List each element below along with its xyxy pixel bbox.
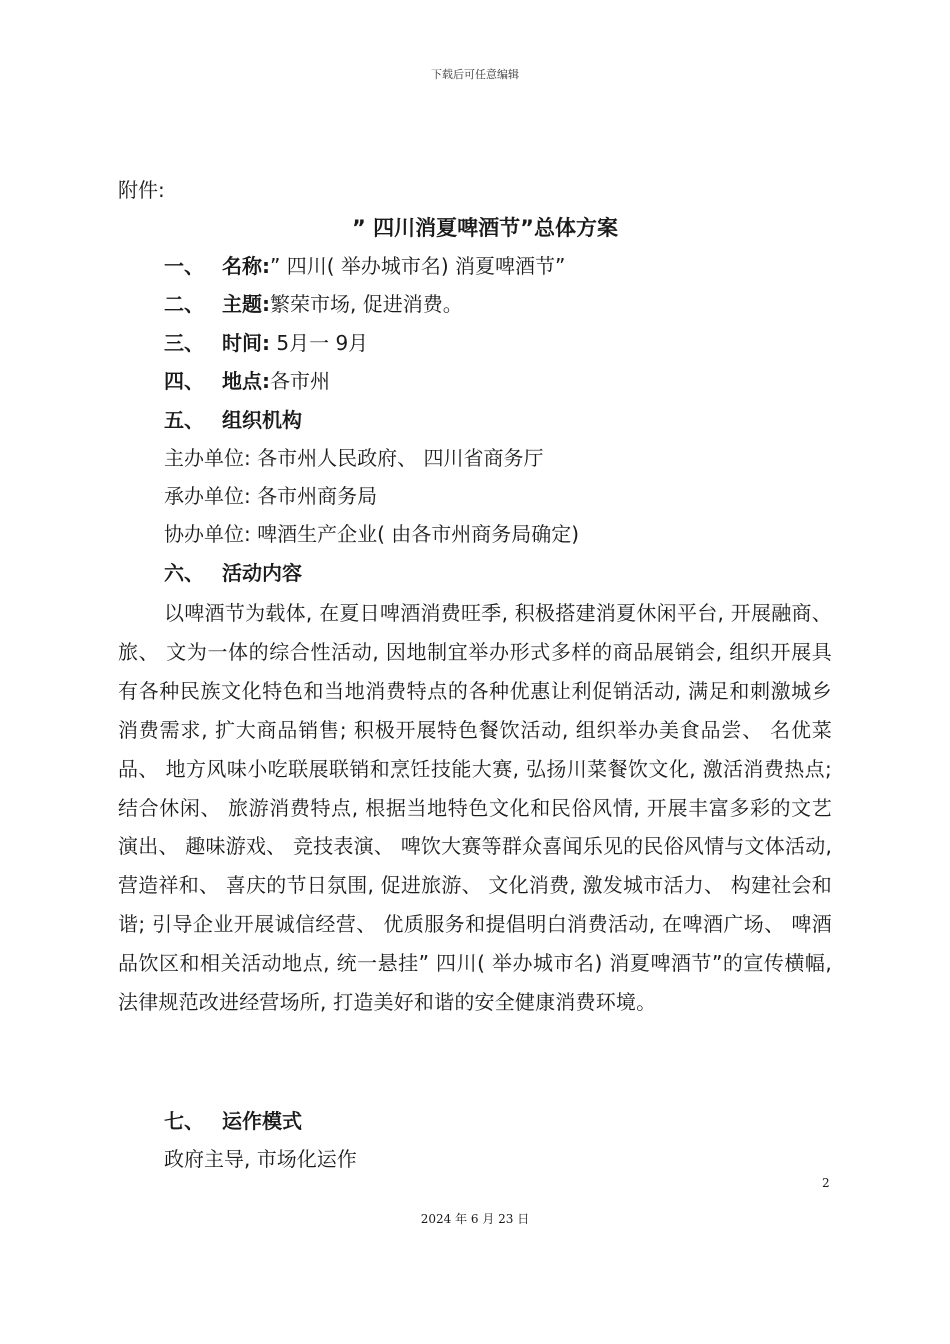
section-time xyxy=(164,329,368,357)
org-co-organizer: 协办单位: 啤酒生产企业( 由各市州商务局确定) xyxy=(164,522,580,546)
section-number: 三、 xyxy=(164,331,204,355)
org-organizer: 承办单位: 各市州商务局 xyxy=(164,484,378,508)
footer-date: 2024 年 6 月 23 日 xyxy=(420,1212,530,1226)
section-theme xyxy=(164,290,463,318)
section-label: 时间: xyxy=(222,331,270,355)
section-label: 主题: xyxy=(222,292,270,316)
section-text: 各市州 xyxy=(270,369,330,393)
section-text: 繁荣市场, 促进消费。 xyxy=(270,292,463,316)
section-number: 五、 xyxy=(164,408,204,432)
section-label: 运作模式 xyxy=(222,1109,302,1133)
section-number: 四、 xyxy=(164,369,204,393)
section-number: 二、 xyxy=(164,292,204,316)
operation-mode-text: 政府主导, 市场化运作 xyxy=(164,1147,357,1171)
org-host: 主办单位: 各市州人民政府、 四川省商务厅 xyxy=(164,446,544,470)
section-activities xyxy=(164,559,302,587)
section-text: 5月一 9月 xyxy=(270,331,369,355)
section-location xyxy=(164,367,330,395)
section-label: 活动内容 xyxy=(222,561,302,585)
page-number: 2 xyxy=(822,1176,830,1190)
section-number: 七、 xyxy=(164,1109,204,1133)
document-title: ” 四川消夏啤酒节”总体方案 xyxy=(352,216,618,240)
section-number: 六、 xyxy=(164,561,204,585)
section-label: 组织机构 xyxy=(222,408,302,432)
section-organization xyxy=(164,406,302,434)
header-note: 下载后可任意编辑 xyxy=(431,68,519,81)
section-name xyxy=(164,252,565,280)
activity-paragraph: 以啤酒节为载体, 在夏日啤酒消费旺季, 积极搭建消夏休闲平台, 开展融商、 旅、 文为一体的综合性活动, 因地制宜举办形式多样的商品展销会, 组织开展具有各种民族文化特色和当地消费特点的各种优惠让利促销活动, 满足和刺激城乡消费需求, 扩大商品销售; 积极开展特色餐饮活动, 组织举办美食品尝、 名优菜品、 地方风味小吃联展联销和烹饪技能大赛, 弘扬川菜餐饮文化, 激活消费热点; 结合休闲、 旅游消费特点, 根据当地特色文化和民俗风情, 开展丰富多彩的文艺演出、 趣味游戏、 竞技表演、 啤饮大赛等群众喜闻乐见的民俗风情与文体活动, 营造祥和、 喜庆的节日氛围, 促进旅游、 文化消费, 激发城市活力、 构建社会和谐; 引导企业开展诚信经营、 优质服务和提倡明白消费活动, 在啤酒广场、 啤酒品饮区和相关活动地点, 统一悬挂” 四川( 举办城市名) 消夏啤酒节”的宣传横幅, 法律规范改进经营场所, 打造美好和谐的安全健康消费环境。 xyxy=(118,601,832,1015)
section-label: 名称: xyxy=(222,254,270,278)
section-text: ” 四川( 举办城市名) 消夏啤酒节” xyxy=(270,254,566,278)
attachment-label: 附件: xyxy=(118,178,165,202)
section-number: 一、 xyxy=(164,254,204,278)
section-operation xyxy=(164,1107,302,1135)
section-label: 地点: xyxy=(222,369,270,393)
